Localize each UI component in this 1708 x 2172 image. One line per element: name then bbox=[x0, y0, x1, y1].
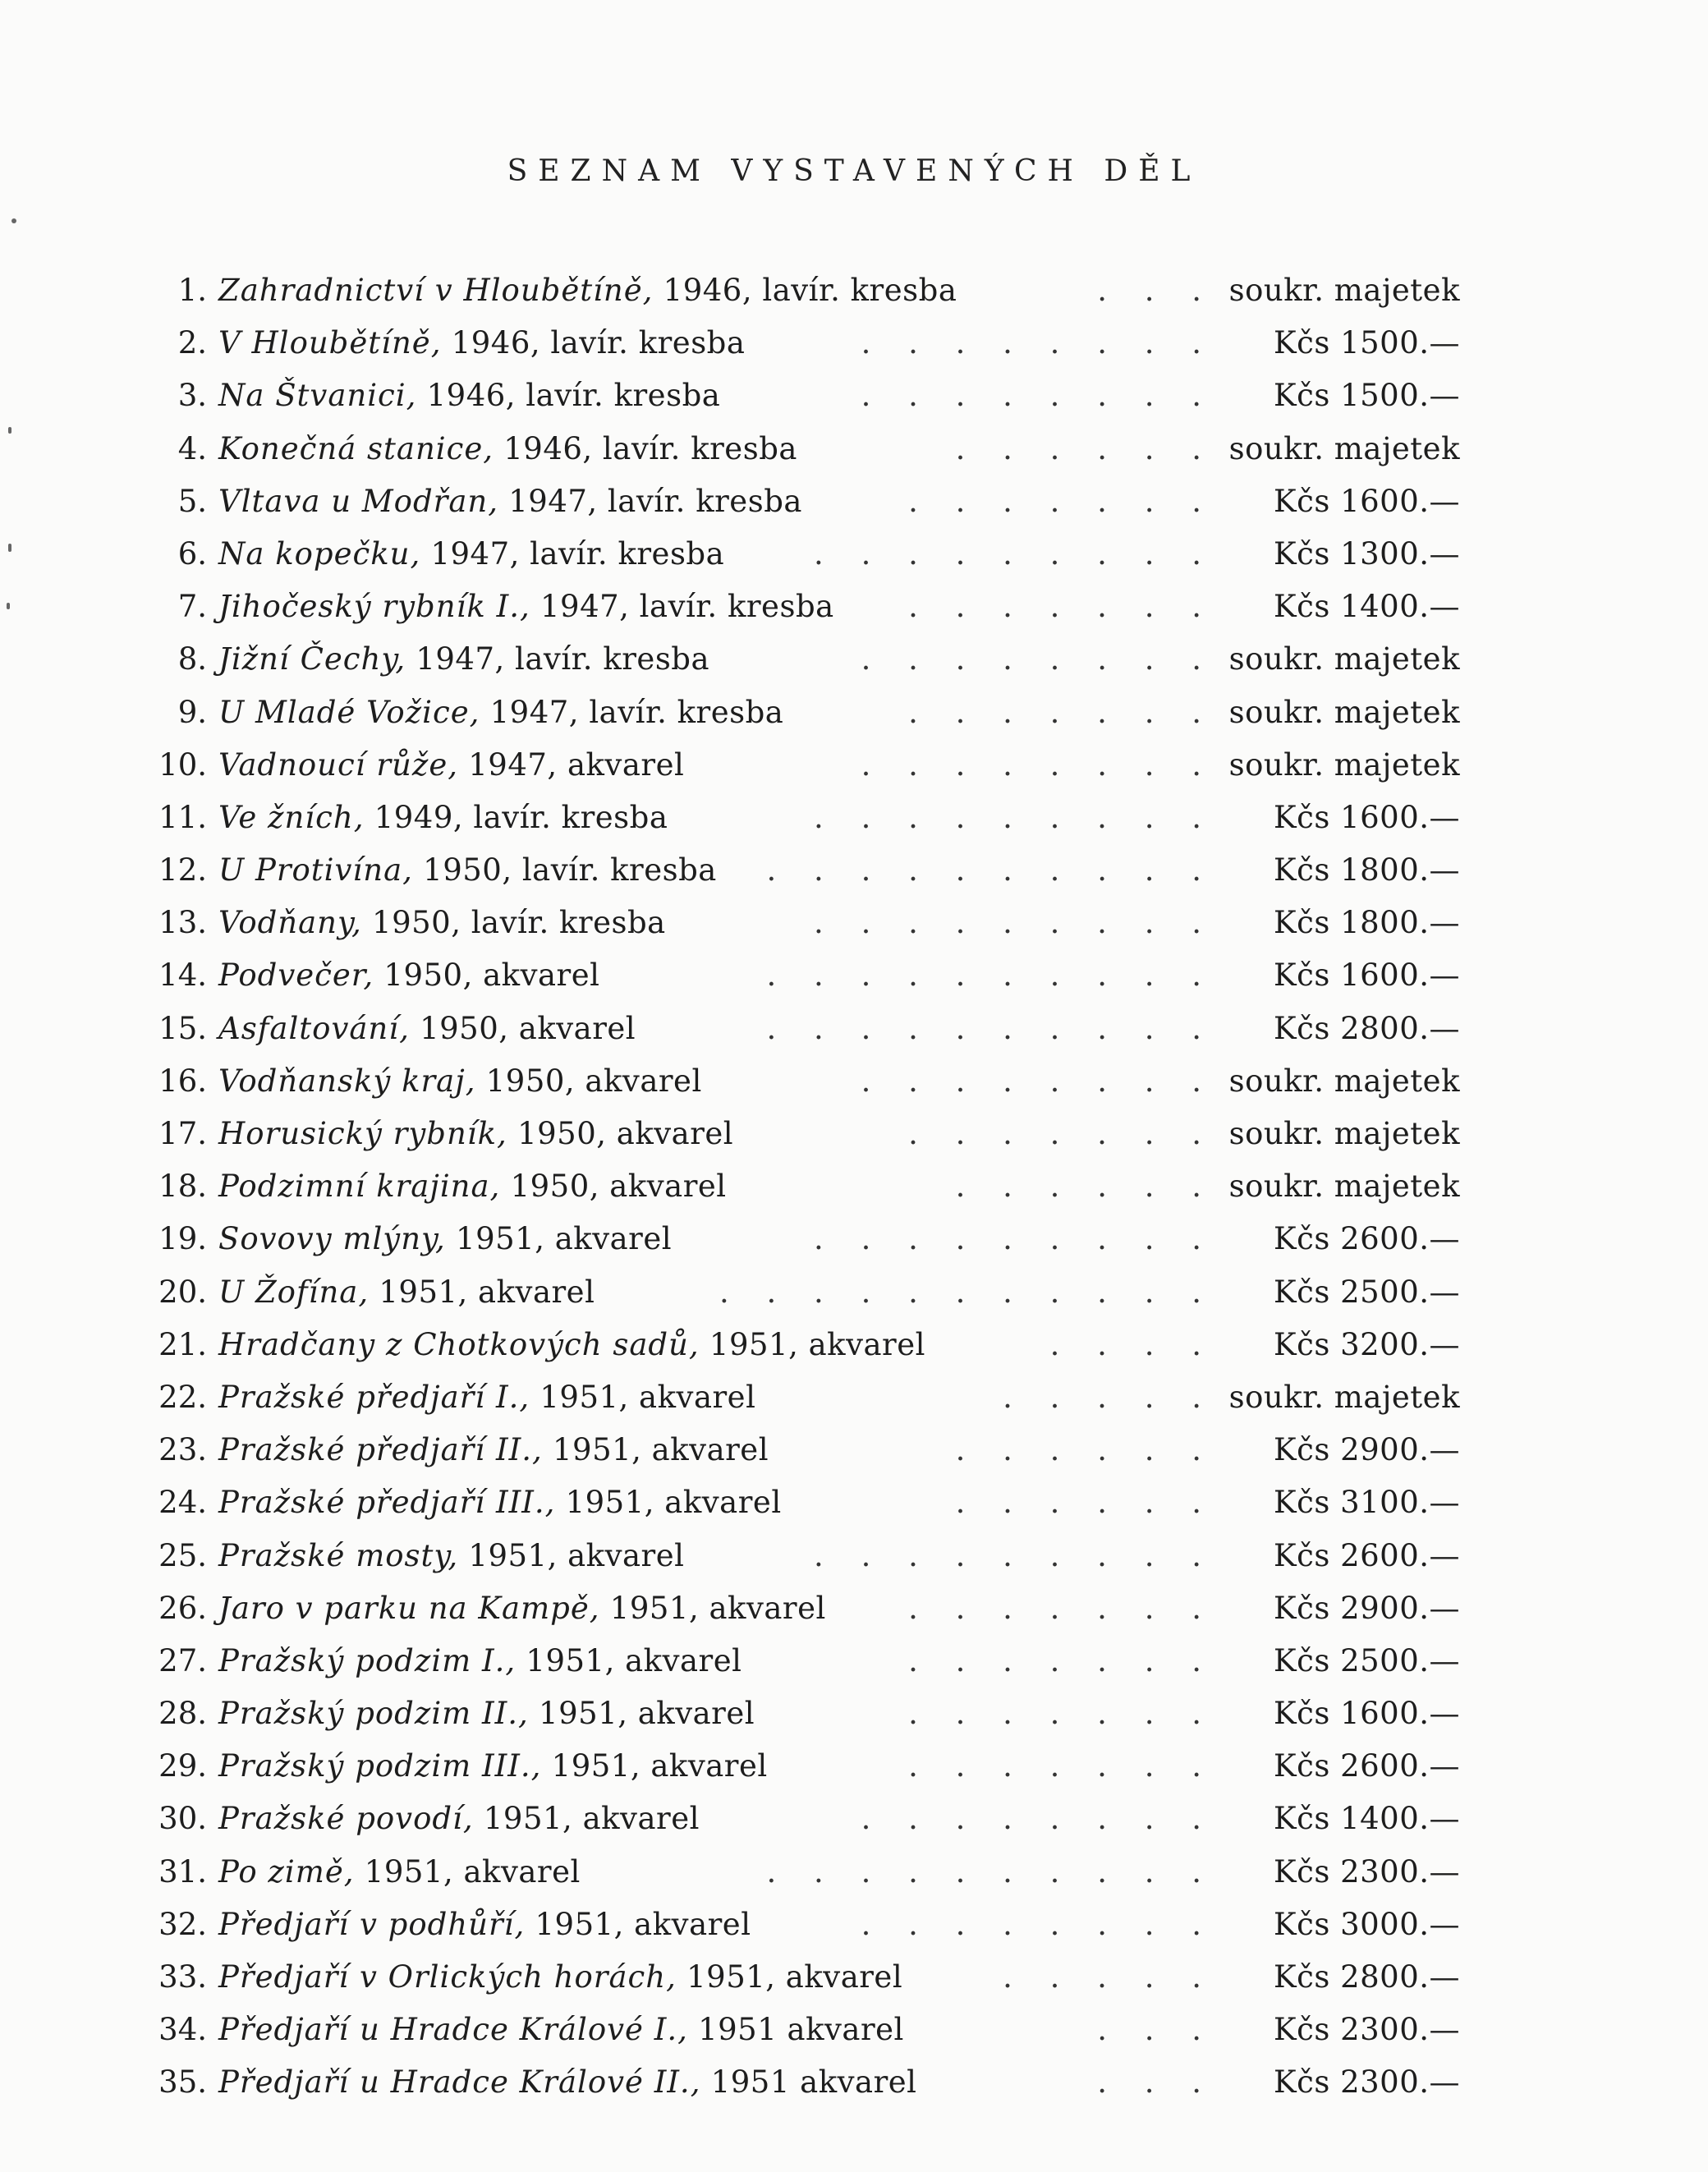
item-title: Ve žních, bbox=[218, 799, 365, 835]
item-title: Podvečer, bbox=[218, 957, 374, 994]
dot-leader: . . . . . . bbox=[955, 1432, 1215, 1468]
dot-leader: . . . . . . bbox=[955, 1169, 1215, 1205]
dot-leader: . . . . . . . . bbox=[861, 746, 1215, 783]
item-number: 1. bbox=[177, 273, 207, 308]
item-year-technique: 1947, lavír. kresba bbox=[480, 694, 784, 730]
item-title: Podzimní krajina, bbox=[218, 1169, 501, 1205]
dot-leader: . . . . . . . . bbox=[861, 378, 1215, 414]
item-title: Zahradnictví v Hloubětíně, bbox=[218, 273, 654, 308]
item-price: Kčs 3200.— bbox=[1273, 1326, 1460, 1362]
item-title: Předjaří u Hradce Králové II., bbox=[218, 2064, 701, 2101]
item-description bbox=[218, 897, 666, 949]
list-item bbox=[0, 1740, 1708, 1793]
item-price: Kčs 2800.— bbox=[1273, 1959, 1460, 1995]
item-title: Předjaří u Hradce Králové I., bbox=[218, 2012, 688, 2048]
item-description bbox=[218, 423, 797, 475]
item-year-technique: 1950, lavír. kresba bbox=[412, 852, 717, 889]
list-item bbox=[0, 1319, 1708, 1371]
list-item bbox=[0, 1530, 1708, 1582]
item-description bbox=[218, 1635, 742, 1688]
item-description bbox=[218, 1108, 733, 1160]
item-year-technique: 1946, lavír. kresba bbox=[441, 325, 746, 361]
item-year-technique: 1950, akvarel bbox=[500, 1169, 727, 1205]
item-number: 14. bbox=[158, 957, 207, 994]
item-price: Kčs 1400.— bbox=[1273, 1801, 1460, 1837]
item-year-technique: 1950, akvarel bbox=[374, 957, 600, 994]
item-title: Sovovy mlýny, bbox=[218, 1221, 446, 1257]
item-title: Vodňany, bbox=[218, 905, 362, 941]
item-title: Jaro v parku na Kampě, bbox=[218, 1590, 600, 1626]
list-item bbox=[0, 475, 1708, 528]
item-year-technique: 1951 akvarel bbox=[700, 2064, 917, 2101]
item-description bbox=[218, 792, 668, 844]
item-year-technique: 1946, lavír. kresba bbox=[653, 273, 957, 308]
item-title: Konečná stanice, bbox=[218, 430, 494, 466]
list-item bbox=[0, 2004, 1708, 2056]
item-description bbox=[218, 633, 709, 686]
item-description bbox=[218, 1688, 755, 1740]
item-year-technique: 1947, akvarel bbox=[458, 746, 685, 783]
dot-leader: . . . . . . . . bbox=[861, 1801, 1215, 1837]
list-item bbox=[0, 897, 1708, 949]
list-item bbox=[0, 1846, 1708, 1899]
list-item bbox=[0, 528, 1708, 581]
item-number: 12. bbox=[158, 852, 207, 889]
item-year-technique: 1951 akvarel bbox=[687, 2012, 904, 2048]
item-number: 17. bbox=[158, 1116, 207, 1151]
list-item bbox=[0, 2056, 1708, 2109]
item-number: 26. bbox=[158, 1590, 207, 1626]
item-number: 9. bbox=[177, 694, 207, 730]
dot-leader: . . . . . . bbox=[955, 1485, 1215, 1521]
item-title: Pražské mosty, bbox=[218, 1537, 459, 1573]
item-number: 6. bbox=[177, 535, 207, 572]
item-price: Kčs 1500.— bbox=[1273, 378, 1460, 414]
item-description bbox=[218, 1530, 684, 1582]
item-number: 5. bbox=[177, 483, 207, 519]
dot-leader: . . . . . . . . . bbox=[814, 905, 1215, 941]
item-price: soukr. majetek bbox=[1228, 746, 1460, 783]
list-item bbox=[0, 1055, 1708, 1108]
item-price: Kčs 1300.— bbox=[1273, 535, 1460, 572]
list-item bbox=[0, 1160, 1708, 1213]
item-year-technique: 1951, akvarel bbox=[354, 1853, 581, 1890]
works-list bbox=[0, 264, 1708, 2110]
item-title: Předjaří v podhůří, bbox=[218, 1906, 526, 1942]
item-title: Hradčany z Chotkových sadů, bbox=[218, 1326, 700, 1362]
item-year-technique: 1946, lavír. kresba bbox=[416, 378, 721, 414]
item-description bbox=[218, 1793, 700, 1845]
item-description bbox=[218, 370, 720, 422]
item-number: 8. bbox=[177, 641, 207, 677]
dot-leader: . . . . . . . . . . bbox=[766, 1010, 1215, 1046]
item-year-technique: 1951, akvarel bbox=[528, 1696, 755, 1732]
item-description bbox=[218, 1899, 751, 1951]
list-item bbox=[0, 370, 1708, 422]
item-year-technique: 1951, akvarel bbox=[445, 1221, 673, 1257]
item-number: 10. bbox=[158, 746, 207, 783]
item-description bbox=[218, 949, 599, 1002]
list-item bbox=[0, 1266, 1708, 1319]
item-number: 11. bbox=[158, 799, 207, 835]
dot-leader: . . . . . . . . bbox=[861, 325, 1215, 361]
item-year-technique: 1950, akvarel bbox=[409, 1010, 636, 1046]
item-price: Kčs 1600.— bbox=[1273, 483, 1460, 519]
dot-leader: . . . . . . . bbox=[908, 483, 1215, 519]
item-price: soukr. majetek bbox=[1228, 1063, 1460, 1099]
item-number: 16. bbox=[158, 1063, 207, 1099]
item-year-technique: 1951, akvarel bbox=[676, 1959, 903, 1995]
item-year-technique: 1951, akvarel bbox=[599, 1590, 826, 1626]
item-title: V Hloubětíně, bbox=[218, 325, 442, 361]
list-item bbox=[0, 1003, 1708, 1055]
item-description bbox=[218, 1740, 768, 1793]
item-price: Kčs 1500.— bbox=[1273, 325, 1460, 361]
item-title: Na kopečku, bbox=[218, 535, 421, 572]
item-year-technique: 1951, akvarel bbox=[525, 1906, 751, 1942]
item-price: Kčs 2600.— bbox=[1273, 1748, 1460, 1784]
margin-speck bbox=[8, 427, 11, 434]
dot-leader: . . . . . . . . . bbox=[814, 1221, 1215, 1257]
dot-leader: . . . . . . . bbox=[908, 1116, 1215, 1151]
item-title: Po zimě, bbox=[218, 1853, 355, 1890]
item-price: Kčs 1800.— bbox=[1273, 852, 1460, 889]
item-price: Kčs 2300.— bbox=[1273, 2012, 1460, 2048]
item-number: 35. bbox=[158, 2064, 207, 2101]
item-number: 4. bbox=[177, 430, 207, 466]
list-item bbox=[0, 739, 1708, 792]
item-title: Asfaltování, bbox=[218, 1010, 410, 1046]
item-number: 25. bbox=[158, 1537, 207, 1573]
item-number: 30. bbox=[158, 1801, 207, 1837]
item-description bbox=[218, 2056, 917, 2109]
dot-leader: . . . . . . . . . . bbox=[766, 852, 1215, 889]
item-year-technique: 1949, lavír. kresba bbox=[364, 799, 668, 835]
item-description bbox=[218, 475, 802, 528]
item-title: Pražský podzim III., bbox=[218, 1748, 542, 1784]
list-item bbox=[0, 1582, 1708, 1635]
item-description bbox=[218, 264, 957, 317]
item-number: 21. bbox=[158, 1326, 207, 1362]
dot-leader: . . . . . . . bbox=[908, 1590, 1215, 1626]
item-year-technique: 1947, lavír. kresba bbox=[530, 589, 834, 625]
item-title: Pražské povodí, bbox=[218, 1801, 474, 1837]
item-price: Kčs 2300.— bbox=[1273, 2064, 1460, 2101]
item-number: 18. bbox=[158, 1169, 207, 1205]
list-item bbox=[0, 1688, 1708, 1740]
item-number: 32. bbox=[158, 1906, 207, 1942]
dot-leader: . . . . . . . . . bbox=[814, 535, 1215, 572]
item-description bbox=[218, 1319, 925, 1371]
item-year-technique: 1951, akvarel bbox=[542, 1432, 769, 1468]
dot-leader: . . . . . . . . . . bbox=[766, 1853, 1215, 1890]
item-price: Kčs 2900.— bbox=[1273, 1432, 1460, 1468]
item-description bbox=[218, 528, 724, 581]
item-price: soukr. majetek bbox=[1228, 1116, 1460, 1151]
item-description bbox=[218, 1266, 595, 1319]
dot-leader: . . . bbox=[1097, 2064, 1215, 2101]
item-number: 28. bbox=[158, 1696, 207, 1732]
list-item bbox=[0, 423, 1708, 475]
item-title: U Žofína, bbox=[218, 1274, 370, 1310]
list-item bbox=[0, 792, 1708, 844]
item-year-technique: 1947, lavír. kresba bbox=[420, 535, 725, 572]
item-title: Vltava u Modřan, bbox=[218, 483, 498, 519]
item-year-technique: 1951, akvarel bbox=[541, 1748, 768, 1784]
dot-leader: . . . . . bbox=[1003, 1379, 1215, 1415]
dot-leader: . . . . . . . bbox=[908, 1748, 1215, 1784]
item-year-technique: 1950, akvarel bbox=[475, 1063, 702, 1099]
dot-leader: . . . . . . . . . bbox=[814, 1537, 1215, 1573]
dot-leader: . . . . . . . . . . bbox=[766, 957, 1215, 994]
item-description bbox=[218, 1846, 581, 1899]
item-title: Vodňanský kraj, bbox=[218, 1063, 476, 1099]
dot-leader: . . . . . . . bbox=[908, 1696, 1215, 1732]
item-description bbox=[218, 1371, 755, 1424]
dot-leader: . . . . . . bbox=[955, 430, 1215, 466]
list-item bbox=[0, 1951, 1708, 2004]
dot-leader: . . . bbox=[1097, 2012, 1215, 2048]
item-number: 20. bbox=[158, 1274, 207, 1310]
item-title: Vadnoucí růže, bbox=[218, 746, 458, 783]
item-price: Kčs 2500.— bbox=[1273, 1274, 1460, 1310]
item-title: Na Štvanici, bbox=[218, 378, 417, 414]
item-title: Jižní Čechy, bbox=[218, 641, 406, 677]
margin-speck bbox=[11, 218, 16, 223]
item-number: 33. bbox=[158, 1959, 207, 1995]
list-item bbox=[0, 844, 1708, 897]
list-item bbox=[0, 264, 1708, 317]
list-item bbox=[0, 1108, 1708, 1160]
item-price: soukr. majetek bbox=[1228, 641, 1460, 677]
item-title: U Protivína, bbox=[218, 852, 413, 889]
item-description bbox=[218, 1582, 826, 1635]
item-price: soukr. majetek bbox=[1228, 1169, 1460, 1205]
item-number: 29. bbox=[158, 1748, 207, 1784]
dot-leader: . . . . . . . bbox=[908, 694, 1215, 730]
item-title: Horusický rybník, bbox=[218, 1116, 507, 1151]
list-item bbox=[0, 1371, 1708, 1424]
margin-speck bbox=[8, 544, 11, 552]
item-year-technique: 1947, lavír. kresba bbox=[498, 483, 802, 519]
item-year-technique: 1950, akvarel bbox=[507, 1116, 734, 1151]
list-item bbox=[0, 581, 1708, 633]
item-description bbox=[218, 1213, 672, 1265]
item-price: Kčs 2500.— bbox=[1273, 1642, 1460, 1678]
list-item bbox=[0, 1635, 1708, 1688]
item-price: Kčs 2600.— bbox=[1273, 1221, 1460, 1257]
item-price: soukr. majetek bbox=[1228, 273, 1460, 308]
list-item bbox=[0, 1213, 1708, 1265]
item-price: Kčs 2900.— bbox=[1273, 1590, 1460, 1626]
item-year-technique: 1950, lavír. kresba bbox=[361, 905, 666, 941]
item-price: soukr. majetek bbox=[1228, 430, 1460, 466]
item-price: Kčs 1800.— bbox=[1273, 905, 1460, 941]
list-item bbox=[0, 1899, 1708, 1951]
item-number: 31. bbox=[158, 1853, 207, 1890]
item-year-technique: 1951, akvarel bbox=[458, 1537, 685, 1573]
list-item bbox=[0, 1476, 1708, 1529]
dot-leader: . . . . . . . bbox=[908, 1642, 1215, 1678]
margin-speck bbox=[7, 603, 10, 609]
dot-leader: . . . . bbox=[1049, 1326, 1215, 1362]
list-item bbox=[0, 1424, 1708, 1476]
dot-leader: . . . . . . . . . bbox=[814, 799, 1215, 835]
item-price: Kčs 1400.— bbox=[1273, 589, 1460, 625]
dot-leader: . . . . . . . . . . . bbox=[719, 1274, 1215, 1310]
item-title: Pražské předjaří III., bbox=[218, 1485, 556, 1521]
item-year-technique: 1951, akvarel bbox=[699, 1326, 925, 1362]
list-item bbox=[0, 686, 1708, 739]
item-title: Pražský podzim I., bbox=[218, 1642, 517, 1678]
item-description bbox=[218, 1424, 769, 1476]
dot-leader: . . . . . . . . bbox=[861, 1063, 1215, 1099]
item-number: 13. bbox=[158, 905, 207, 941]
item-year-technique: 1947, lavír. kresba bbox=[406, 641, 710, 677]
item-price: Kčs 2600.— bbox=[1273, 1537, 1460, 1573]
item-number: 3. bbox=[177, 378, 207, 414]
item-number: 24. bbox=[158, 1485, 207, 1521]
list-item bbox=[0, 317, 1708, 370]
item-price: Kčs 2300.— bbox=[1273, 1853, 1460, 1890]
item-number: 34. bbox=[158, 2012, 207, 2048]
item-year-technique: 1951, akvarel bbox=[555, 1485, 782, 1521]
dot-leader: . . . . . . . . bbox=[861, 641, 1215, 677]
list-item bbox=[0, 1793, 1708, 1845]
item-title: Pražské předjaří I., bbox=[218, 1379, 530, 1415]
item-price: Kčs 2800.— bbox=[1273, 1010, 1460, 1046]
item-number: 15. bbox=[158, 1010, 207, 1046]
item-price: Kčs 3100.— bbox=[1273, 1485, 1460, 1521]
item-description bbox=[218, 844, 717, 897]
item-price: soukr. majetek bbox=[1228, 694, 1460, 730]
item-price: Kčs 1600.— bbox=[1273, 957, 1460, 994]
item-year-technique: 1951, akvarel bbox=[473, 1801, 700, 1837]
item-title: Pražské předjaří II., bbox=[218, 1432, 543, 1468]
item-description bbox=[218, 686, 783, 739]
item-title: Pražský podzim II., bbox=[218, 1696, 529, 1732]
item-number: 23. bbox=[158, 1432, 207, 1468]
item-year-technique: 1946, lavír. kresba bbox=[493, 430, 797, 466]
item-number: 7. bbox=[177, 589, 207, 625]
item-year-technique: 1951, akvarel bbox=[530, 1379, 756, 1415]
item-title: Jihočeský rybník I., bbox=[218, 589, 530, 625]
item-title: Předjaří v Orlických horách, bbox=[218, 1959, 677, 1995]
item-description bbox=[218, 317, 745, 370]
item-number: 19. bbox=[158, 1221, 207, 1257]
dot-leader: . . . bbox=[1097, 273, 1215, 308]
list-item bbox=[0, 949, 1708, 1002]
item-year-technique: 1951, akvarel bbox=[516, 1642, 742, 1678]
item-year-technique: 1951, akvarel bbox=[369, 1274, 595, 1310]
item-number: 27. bbox=[158, 1642, 207, 1678]
item-number: 22. bbox=[158, 1379, 207, 1415]
item-description bbox=[218, 1055, 702, 1108]
dot-leader: . . . . . . . . bbox=[861, 1906, 1215, 1942]
page-heading: SEZNAM VYSTAVENÝCH DĚL bbox=[507, 154, 1201, 188]
item-description bbox=[218, 1476, 782, 1529]
dot-leader: . . . . . . . bbox=[908, 589, 1215, 625]
list-item bbox=[0, 633, 1708, 686]
item-price: Kčs 1600.— bbox=[1273, 1696, 1460, 1732]
item-price: soukr. majetek bbox=[1228, 1379, 1460, 1415]
item-description bbox=[218, 581, 834, 633]
item-title: U Mladé Vožice, bbox=[218, 694, 480, 730]
item-price: Kčs 3000.— bbox=[1273, 1906, 1460, 1942]
item-description bbox=[218, 1003, 636, 1055]
item-price: Kčs 1600.— bbox=[1273, 799, 1460, 835]
item-description bbox=[218, 739, 684, 792]
item-description bbox=[218, 1951, 902, 2004]
dot-leader: . . . . . bbox=[1003, 1959, 1215, 1995]
item-description bbox=[218, 2004, 904, 2056]
item-number: 2. bbox=[177, 325, 207, 361]
item-description bbox=[218, 1160, 727, 1213]
